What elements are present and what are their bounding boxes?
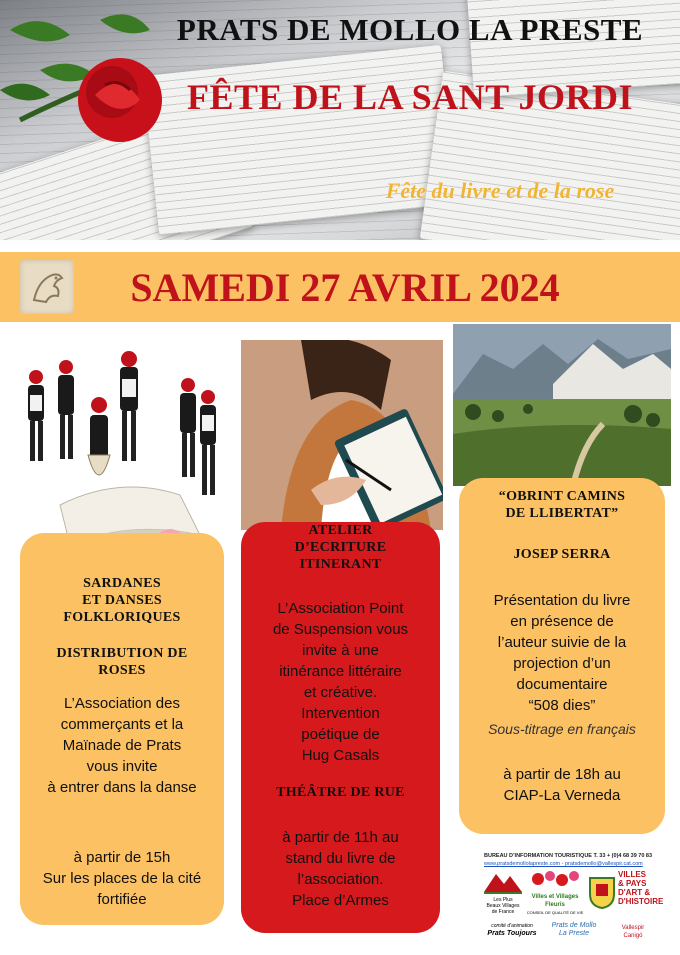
- card-sardanes: [20, 533, 224, 925]
- card-atelier: [241, 522, 440, 933]
- town-title: PRATS DE MOLLO LA PRESTE: [176, 12, 644, 47]
- hero-banner: [0, 0, 680, 240]
- prats-toujours-logo: [482, 922, 542, 944]
- tourist-office-info: [484, 852, 670, 868]
- date-band: [0, 252, 680, 322]
- landscape-painting-image: [453, 324, 671, 486]
- sardanes-description: L’Association des commerçants et la Maïnade de Prats vous invite à entrer dans la danse: [47, 695, 197, 796]
- presentation-description: Présentation du livre en présence de l’auteur suivie de la projection d’un documentaire “508 dies”: [493, 592, 631, 714]
- author-name: JOSEP SERRA: [513, 547, 611, 562]
- villes-pays-art-histoire-logo: VILLES & PAYS D'ART & D'HISTOIRE: [618, 870, 672, 912]
- writer-image: [241, 340, 443, 530]
- roses-heading-text: DISTRIBUTION DE ROSES: [56, 646, 188, 678]
- book-title-heading: “OBRINT CAMINS DE LLIBERTAT”: [498, 489, 626, 521]
- sardanes-heading: [20, 575, 224, 626]
- pt-text: Prats Toujours: [487, 930, 537, 937]
- tourist-office-phone: BUREAU D’INFORMATION TOURISTIQUE T. 33 + (0)4 68 39 70 83: [484, 853, 653, 859]
- theatre-heading: THÉÂTRE DE RUE: [276, 785, 405, 800]
- atelier-heading: ATELIER D’ECRITURE ITINERANT: [294, 523, 387, 572]
- sardanes-time-location: à partir de 15h Sur les places de la cité fortifiée: [42, 849, 202, 908]
- event-subtitle: Fête du livre et de la rose: [385, 178, 615, 203]
- pbv-text: Les Plus Beaux Villages de France: [486, 897, 520, 915]
- town-seal-icon: [586, 874, 618, 910]
- roses-heading: [20, 645, 224, 679]
- vallespir-canigo-logo: Vallespir Canigó: [621, 925, 645, 939]
- villes-villages-fleuris-logo: [526, 868, 584, 915]
- card-obrint-camins: [459, 478, 665, 834]
- atelier-description: L’Association Point de Suspension vous invite à une itinérance littéraire et créative. Intervention poétique de Hug Casals: [272, 600, 409, 764]
- presentation-time-location: à partir de 18h au CIAP-La Verneda: [503, 766, 621, 804]
- atelier-time-location: à partir de 11h au stand du livre de l’association. Place d’Armes: [282, 829, 399, 909]
- event-date: SAMEDI 27 AVRIL 2024: [130, 265, 560, 310]
- plus-beaux-villages-icon: [482, 868, 524, 894]
- horse-logo-icon: [20, 260, 74, 314]
- vvf-text: Villes et Villages Fleuris: [531, 894, 579, 908]
- sardanes-heading-text: SARDANES ET DANSES FOLKLORIQUES: [63, 576, 181, 625]
- flower-icon: [526, 868, 584, 890]
- partner-logos: [482, 868, 672, 948]
- pt-subtext: comité d'animation: [491, 923, 533, 929]
- event-title: FÊTE DE LA SANT JORDI: [187, 77, 633, 117]
- vvf-subtext: CONSEIL DE QUALITÉ DE VIE: [526, 910, 584, 915]
- plus-beaux-villages-logo: [482, 868, 524, 916]
- subtitle-note: Sous-titrage en français: [488, 721, 636, 737]
- tourist-office-links[interactable]: www.pratsdemollolapreste.com - pratsdemollo@vallespir.cat.com: [484, 861, 643, 867]
- prats-de-mollo-logo: Prats de Mollo La Preste: [551, 922, 597, 937]
